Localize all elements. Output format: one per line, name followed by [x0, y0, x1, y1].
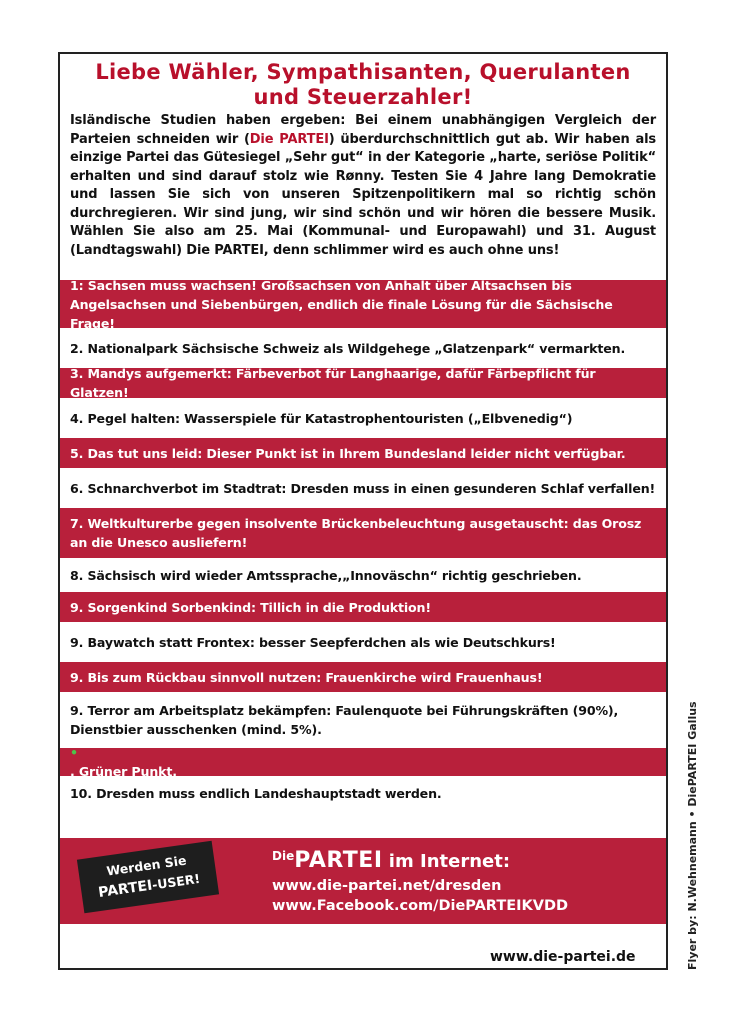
- program-item-text: [70, 743, 177, 781]
- program-item-text: 9. Baywatch statt Frontex: besser Seepferdchen als wie Deutschkurs!: [70, 634, 556, 650]
- badge-user: -USER!: [151, 870, 201, 893]
- intro-party-name: Die PARTEI: [249, 131, 329, 147]
- program-item-1: [60, 277, 666, 331]
- program-item-8: [60, 558, 666, 592]
- badge-line-1: Werden Sie: [105, 852, 188, 879]
- program-item-text: 9. Terror am Arbeitsplatz bekämpfen: Faulenquote bei Führungskräften (90%), Dienstbier ausschenken (mind. 5%).: [70, 703, 619, 737]
- flyer-sheet: [58, 52, 668, 970]
- link-dresden[interactable]: www.die-partei.net/dresden: [272, 878, 502, 894]
- program-item-10: [60, 776, 666, 810]
- program-item-text: 7. Weltkulturerbe gegen insolvente Brückenbeleuchtung ausgetauscht: das Orosz an die Unesco ausliefern!: [70, 516, 642, 550]
- program-item-2: [60, 328, 666, 368]
- program-item-7: [60, 508, 666, 558]
- intro-paragraph: [70, 112, 656, 260]
- link-facebook[interactable]: www.Facebook.com/DiePARTEIKVDD: [272, 898, 569, 914]
- program-list: [60, 277, 666, 810]
- intro-text-after: ) überdurchschnittlich gut ab. Wir haben als einzige Partei das Gütesiegel „Sehr gut“ in der Kategorie „harte, seriöse Politik“ erhalten und sind darauf stolz wie Rønny. Testen Sie 4 Jahre lang Demokratie und lassen Sie sich von unseren Spitzenpolitikern mal so richtig schön durchregieren. Wir sind jung, wir sind schön und wir hören die bessere Musik. Wählen Sie also am 25. Mai (Kommunal- und Europawahl) und 31. August (Landtagswahl) Die PARTEI, denn schlimmer wird es auch ohne uns!: [70, 131, 656, 258]
- headline-line-1: Liebe Wähler, Sympathisanten, Querulanten: [95, 60, 631, 84]
- badge-partei: PARTEI: [97, 877, 154, 901]
- program-item-text: 10. Dresden muss endlich Landeshauptstadt werden.: [70, 785, 442, 801]
- internet-footer-band: [60, 838, 666, 924]
- program-item-5: [60, 438, 666, 468]
- program-item-green-dot: [60, 745, 666, 779]
- heading-rest: im Internet:: [382, 851, 511, 872]
- green-dot-icon: •: [70, 745, 78, 760]
- program-item-3: [60, 368, 666, 398]
- partei-user-badge: [77, 841, 219, 913]
- heading-partei: PARTEI: [294, 848, 383, 873]
- headline: [60, 54, 666, 110]
- program-item-text: 9. Bis zum Rückbau sinnvoll nutzen: Frauenkirche wird Frauenhaus!: [70, 669, 543, 685]
- website-link[interactable]: www.die-partei.de: [490, 949, 636, 965]
- program-item-text: 4. Pegel halten: Wasserspiele für Katastrophentouristen („Elbvenedig“): [70, 410, 573, 426]
- heading-die: Die: [272, 849, 295, 863]
- internet-heading: [272, 848, 510, 873]
- program-item-text: 9. Sorgenkind Sorbenkind: Tillich in die Produktion!: [70, 599, 431, 615]
- program-item-9b: [60, 622, 666, 662]
- program-item-9a: [60, 592, 666, 622]
- program-item-text: 5. Das tut uns leid: Dieser Punkt ist in Ihrem Bundesland leider nicht verfügbar.: [70, 445, 626, 461]
- program-item-text: 8. Sächsisch wird wieder Amtssprache,„Innoväschn“ richtig geschrieben.: [70, 567, 582, 583]
- program-item-9d: [60, 692, 666, 748]
- bottom-divider: [60, 968, 490, 970]
- flyer-credit: Flyer by: N.Wehnemann • DiePARTEI Gallus: [686, 701, 699, 970]
- program-item-text: 3. Mandys aufgemerkt: Färbeverbot für Langhaarige, dafür Färbepflicht für Glatzen!: [70, 366, 596, 400]
- headline-line-2: und Steuerzahler!: [253, 85, 473, 109]
- intro-text-before: Isländische Studien haben ergeben: Bei einem unabhängigen Vergleich der Parteien schneiden wir (: [70, 113, 656, 147]
- program-item-text: 6. Schnarchverbot im Stadtrat: Dresden muss in einen gesunderen Schlaf verfallen!: [70, 480, 656, 496]
- green-dot-label: . Grüner Punkt.: [70, 764, 177, 779]
- program-item-text: 1: Sachsen muss wachsen! Großsachsen von Anhalt über Altsachsen bis Angelsachsen und Siebenbürgen, endlich die finale Lösung für die Sächsische Frage!: [70, 277, 613, 331]
- program-item-text: 2. Nationalpark Sächsische Schweiz als Wildgehege „Glatzenpark“ vermarkten.: [70, 340, 626, 356]
- program-item-6: [60, 468, 666, 508]
- program-item-4: [60, 398, 666, 438]
- program-item-9c: [60, 662, 666, 692]
